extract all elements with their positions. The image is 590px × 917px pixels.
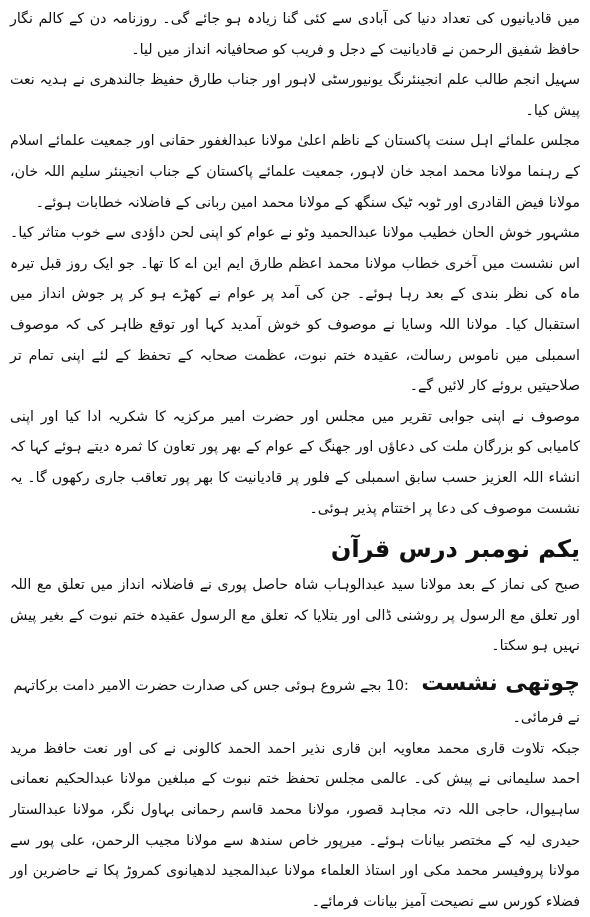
session-intro-text: :10 بجے شروع ہوئی جس کی صدارت حضرت الامیر دامت برکاتہم نے فرمائی۔ <box>13 677 580 726</box>
paragraph-reply-speech: موصوف نے اپنی جوابی تقریر میں مجلس اور حضرت امیر مرکزیہ کا شکریہ ادا کیا اور اپنی کامیابی کو بزرگان ملت کی دعاؤں اور جھنگ کے عوام کے بھر پور تعاون کا ثمرہ دیتے ہوئے کہا کہ انشاء اللہ العزیز حسب سابق اسمبلی کے فلور پر قادیانیت کا بھر پور تعاقب جاری رکھوں گا۔ یہ نشست موصوف کی دعا پر اختتام پذیر ہوئی۔ <box>10 408 580 517</box>
paragraph-qadiani-population: میں قادیانیوں کی تعداد دنیا کی آبادی سے کئی گنا زیادہ ہو جائے گی۔ روزنامہ دن کے کالم نگار حافظ شفیق الرحمن نے قادیانیت کے دجل و فریب کو صحافیانہ انداز میں لیا۔ <box>10 11 580 58</box>
section-heading-fourth-session: چوتھی نشست <box>421 670 580 696</box>
paragraph-dars: صبح کی نماز کے بعد مولانا سید عبدالوہاب شاہ حاصل پوری نے فاضلانہ انداز میں تعلق مع اللہ اور تعلق مع الرسول پر روشنی ڈالی اور بتلایا کہ تعلق مع الرسول عقیدہ ختم نبوت کے بغیر پیش نہیں ہو سکتا۔ <box>10 577 580 655</box>
paragraph-fourth-session: جبکہ تلاوت قاری محمد معاویہ ابن قاری نذیر احمد الحمد کالونی نے کی اور نعت حافظ مرید احمد سلیمانی نے پیش کی۔ عالمی مجلس تحفظ ختم نبوت کے مبلغین مولانا عبدالحکیم نعمانی ساہیوال، حاجی اللہ دتہ مجاہد قصور، مولانا محمد قاسم رحمانی بہاول نگر، مولانا عبدالستار حیدری لیہ کے مختصر بیانات ہوئے۔ میرپور خاص سندھ سے مولانا مجیب الرحمن، علی پور سے مولانا پروفیسر محمد مکی اور استاذ العلماء مولانا عبدالمجید لدھیانوی کمروڑ پکا نے حاضرین اور فضلاء کورس سے نصیحت آمیز بیانات فرمائے۔ <box>10 740 580 910</box>
session-intro-line <box>10 668 580 734</box>
section-heading-dars-quran: یکم نومبر درس قرآن <box>330 535 580 564</box>
paragraph-final-address: مشہور خوش الحان خطیب مولانا عبدالحمید وٹو نے عوام کو اپنی لحن داؤدی سے خوب متاثر کیا۔ اس نشست میں آخری خطاب مولانا محمد اعظم طارق ایم این اے کا تھا۔ جو ایک روز قبل تیرہ ماہ کی نظر بندی کے بعد رہا ہوئے۔ جن کی آمد پر عوام نے کھڑے ہو کر پر جوش انداز میں استقبال کیا۔ مولانا اللہ وسایا نے موصوف کو خوش آمدید کہا اور توقع ظاہر کی کہ موصوف اسمبلی میں ناموس رسالت، عقیدہ ختم نبوت، عظمت صحابہ کے تحفظ کے لئے اپنی تمام تر صلاحیتیں بروئے کار لائیں گے۔ <box>10 225 580 395</box>
paragraph-speeches: مجلس علمائے اہل سنت پاکستان کے ناظم اعلیٰ مولانا عبدالغفور حقانی اور جمعیت علمائے اسلام کے رہنما مولانا محمد امجد خان لاہور، جمعیت علمائے پاکستان کے جناب انجینئر سلیم اللہ خان، مولانا فیض القادری اور ٹوبہ ٹیک سنگھ کے مولانا محمد امین ربانی کے فاضلانہ خطابات ہوئے۔ <box>10 133 580 211</box>
paragraph-naat: سہیل انجم طالب علم انجینئرنگ یونیورسٹی لاہور اور جناب طارق حفیظ جالندھری نے ہدیہ نعت پیش کیا۔ <box>10 72 580 119</box>
